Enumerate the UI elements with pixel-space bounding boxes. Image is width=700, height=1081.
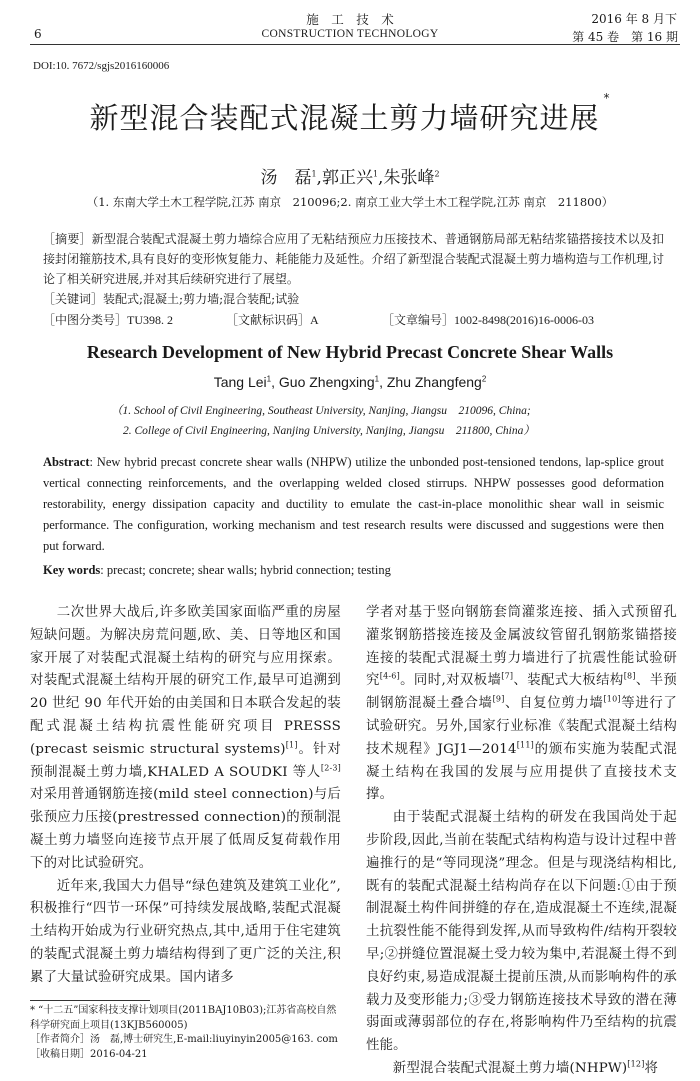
keywords-en-label: Key words <box>43 563 101 577</box>
keywords-cn-text: 装配式;混凝土;剪力墙;混合装配;试验 <box>103 292 300 306</box>
author-cn-3: 朱张峰 <box>383 168 435 188</box>
footnote-fund: * “十二五”国家科技支撑计划项目(2011BAJ10B03);江苏省高校自然科学研究面上项目(13KJB560005) <box>30 1005 337 1031</box>
text-run: 新型混合装配式混凝土剪力墙(NHPW) <box>392 1060 628 1076</box>
authors-cn: 汤 磊$^1$,郭正兴$^1$,朱张峰$^2$ <box>260 168 440 188</box>
doc-code-label: ［文献标识码］ <box>226 313 311 327</box>
paragraph: 由于装配式混凝土结构的研发在我国尚处于起步阶段,因此,当前在装配式结构构造与设计过程中普遍推行的是“等同现浇”理念。但是与现浇结构相比,既有的装配式混凝土结构尚存在以下问题:①由于预制混凝土构件间拼缝的存在,造成混凝土不连续,混凝土抗裂性能不能得到发挥,从而导致构件/结构开裂较早;②拼缝位置混凝土受力较为集中,若混凝土得不到良好约束,易造成混凝土提前压溃,从而影响构件的承载力及变形能力;③受力钢筋连接技术导致的潜在薄弱面或薄弱部位的存在,将影响构件乃至结构的抗震性能。 <box>366 810 677 1054</box>
title-mark: * <box>603 91 611 105</box>
affiliation-en-1: （1. School of Civil Engineering, Southeast University, Nanjing, Jiangsu 210096, China; <box>111 405 531 417</box>
doc-code-value: A <box>310 313 319 327</box>
paragraph <box>366 1058 677 1081</box>
article-no-value: 1002-8498(2016)16-0006-03 <box>454 313 594 327</box>
doc-code-block <box>226 311 319 328</box>
author-cn-1: 汤 磊 <box>260 168 312 188</box>
keywords-cn-label: ［关键词］ <box>43 292 104 306</box>
citation: [1] <box>285 740 298 750</box>
text-run: 学者对基于竖向钢筋套筒灌浆连接、插入式预留孔灌浆钢筋搭接连接及金属波纹管留孔钢筋浆锚搭接连接的装配式混凝土剪力墙进行了抗震性能试验研究 <box>366 605 677 689</box>
citation: [4-6] <box>379 671 400 681</box>
citation: [7] <box>501 671 514 681</box>
author-en-1: Tang Lei <box>213 374 267 390</box>
keywords-en <box>43 563 391 578</box>
author-en-3: Zhu Zhangfeng <box>386 374 482 390</box>
body-right-column <box>366 602 677 1081</box>
footnote <box>30 1004 342 1062</box>
authors-en: Tang Lei$^1$, Guo Zhengxing$^1$, Zhu Zhangfeng$^2$ <box>213 374 487 390</box>
citation: [2-3] <box>320 763 341 773</box>
affiliation-en-2: 2. College of Civil Engineering, Nanjing University, Nanjing, Jiangsu 211800, China） <box>123 425 535 437</box>
title-cn-text: 新型混合装配式混凝土剪力墙研究进展 <box>89 101 600 135</box>
clc-block <box>43 311 173 328</box>
title-cn <box>0 91 700 137</box>
keywords-cn <box>43 290 299 307</box>
citation: [9] <box>492 694 505 704</box>
author-sup-2: 1 <box>372 169 379 179</box>
author-en-sup-3: 2 <box>481 374 487 384</box>
paragraph <box>366 602 677 807</box>
paragraph <box>30 602 341 876</box>
issue-date: 2016 年 8 月下 <box>591 12 677 26</box>
header-rule <box>30 44 680 45</box>
doi: DOI:10. 7672/sgjs2016160006 <box>33 60 170 72</box>
text-run: 的颁布实施为装配式混凝土结构在我国的发展与应用提供了直接技术支撑。 <box>366 741 677 803</box>
abstract-cn <box>43 229 664 289</box>
text-run: 二次世界大战后,许多欧美国家面临严重的房屋短缺问题。为解决房荒问题,欧、美、日等地区和国家开展了对装配式混凝土结构的研究与应用探索。对装配式混凝土结构开展的研究工作,最早可追溯到 20 世纪 90 年代开始的由美国和日本联合发起的装配式混凝土结构抗震性能研究项目 PRESSS (precast seismic structural systems) <box>30 605 341 757</box>
abstract-cn-text: 新型混合装配式混凝土剪力墙综合应用了无粘结预应力压接技术、普通钢筋局部无粘结浆锚搭接技术以及扣接封闭箍筋技术,具有良好的变形恢复能力、耗能能力及延性。介绍了新型混合装配式混凝土剪力墙构造与工作机理,讨论了相关研究进展,并对其后续研究进行了展望。 <box>43 232 664 286</box>
page-number: 6 <box>34 27 42 41</box>
journal-name-cn: 施 工 技 术 <box>306 12 394 27</box>
text-run: 、自复位剪力墙 <box>504 696 604 712</box>
footnote-rule <box>30 1000 150 1001</box>
clc-label: ［中图分类号］ <box>43 313 128 327</box>
affiliation-cn: （1. 东南大学土木工程学院,江苏 南京 210096;2. 南京工业大学土木工程学院,江苏 南京 211800） <box>86 195 614 209</box>
volume-issue: 第 45 卷 第 16 期 <box>572 30 678 44</box>
footnote-received: ［收稿日期］2016-04-21 <box>30 1048 148 1060</box>
text-run: 。同时,对双板墙 <box>399 673 502 689</box>
text-run: 、半预制钢筋混凝土叠合墙 <box>366 673 677 712</box>
text-run: 、装配式大板结构 <box>513 673 624 689</box>
citation: [10] <box>603 694 621 704</box>
text-run: 等进行了试验研究。另外,国家行业标准《装配式混凝土结构技术规程》JGJ1—2014 <box>366 696 677 757</box>
author-en-sup-1: 1 <box>266 374 272 384</box>
article-no-block <box>382 311 594 328</box>
article-no-label: ［文章编号］ <box>382 313 455 327</box>
title-en: Research Development of New Hybrid Precast Concrete Shear Walls <box>86 342 614 362</box>
footnote-author: ［作者简介］汤 磊,博士研究生,E-mail:liuyinyin2005@163. com <box>30 1034 338 1045</box>
journal-name-en: CONSTRUCTION TECHNOLOGY <box>261 28 439 40</box>
text-run: 。针对预制混凝土剪力墙,KHALED A SOUDKI 等人 <box>30 741 341 780</box>
paragraph: 近年来,我国大力倡导“绿色建筑及建筑工业化”,积极推行“四节一环保”可持续发展战略,装配式混凝土结构开始成为行业研究热点,其中,适用于住宅建筑的装配式混凝土剪力墙结构得到了更广泛的关注,积累了大量试验研究成果。国内诸多 <box>30 878 341 985</box>
keywords-en-text: : precast; concrete; shear walls; hybrid connection; testing <box>100 563 391 577</box>
author-sup-1: 1 <box>311 169 317 179</box>
text-run: 对采用普通钢筋连接(mild steel connection)与后张预应力压接(prestressed connection)的预制混凝土剪力墙竖向连接节点开展了低周反复荷载作用下的对比试验研究。 <box>30 787 341 871</box>
abstract-en-label: Abstract <box>43 455 90 469</box>
clc-value: TU398. 2 <box>127 313 174 327</box>
author-cn-2: 郭正兴 <box>321 168 373 188</box>
body-left-column <box>30 602 341 990</box>
citation: [12] <box>627 1059 645 1069</box>
author-en-2: Guo Zhengxing <box>278 374 375 390</box>
text-run: 将 <box>644 1060 659 1076</box>
abstract-en-text: : New hybrid precast concrete shear walls (NHPW) utilize the unbonded post-tensioned tendons, lap-splice grout vertical connecting reinforcements, and the overlapping welded closed stirrups. NHPW possesses good deformation restorability, energy dissipation capacity and ductility to emulate the cast-in-place monolithic shear wall in seismic performance. The configuration, working mechanism and test research results were discussed and suggestions were then put forward. <box>43 455 664 553</box>
citation: [11] <box>516 740 534 750</box>
author-sup-3: 2 <box>434 169 440 179</box>
citation: [8] <box>623 671 636 681</box>
author-en-sup-2: 1 <box>374 374 380 384</box>
abstract-en <box>43 452 664 557</box>
abstract-cn-label: ［摘要］ <box>43 232 92 246</box>
